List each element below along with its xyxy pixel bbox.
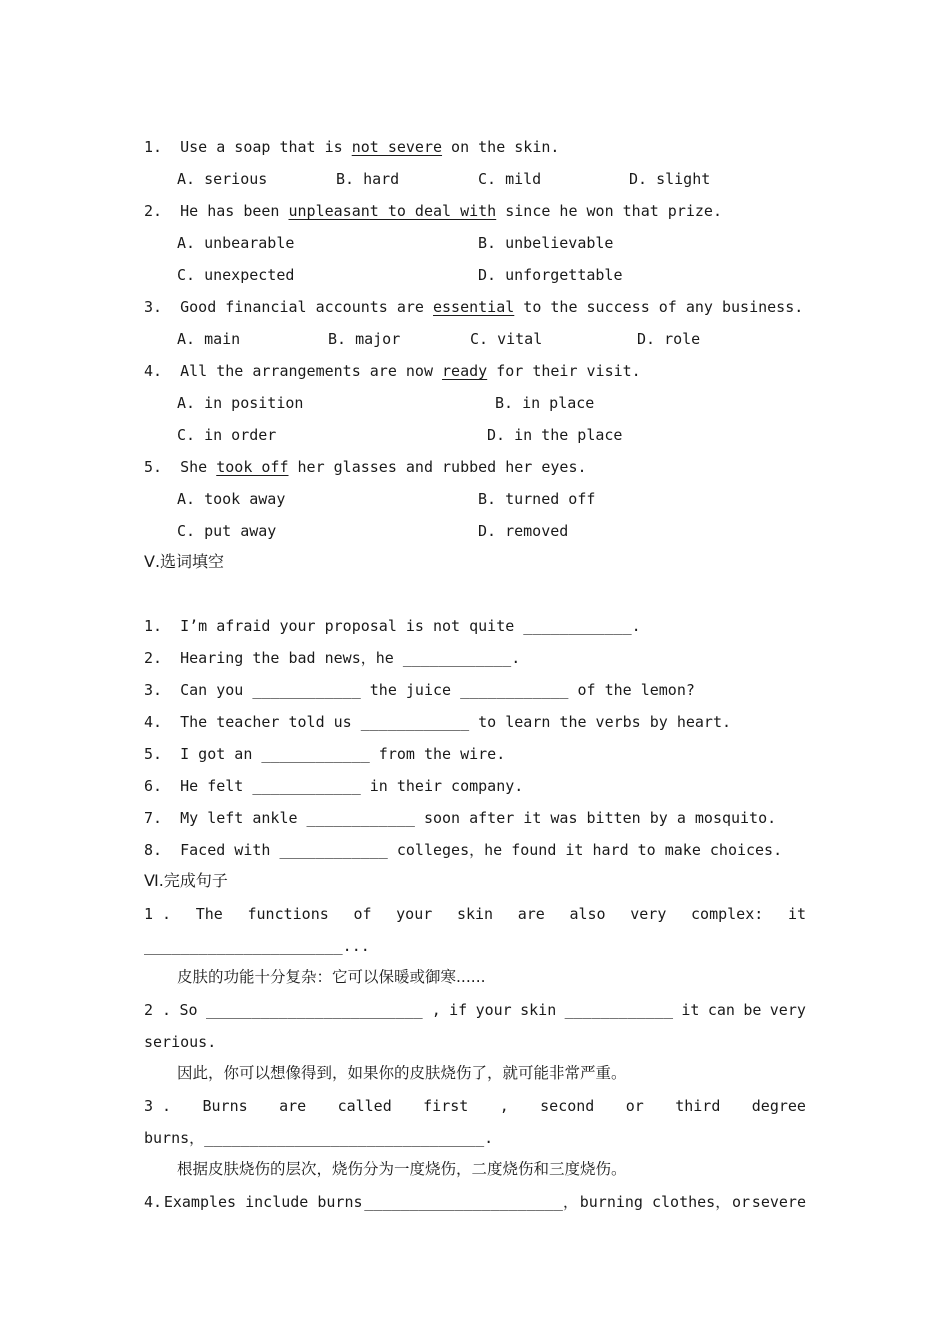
fill-item-3: 3. Can you ____________ the juice ____________ of the lemon?	[144, 681, 695, 699]
sentence-1-continued: ______________________...	[144, 937, 370, 955]
question-3: 3. Good financial accounts are essential to the success of any business.	[144, 298, 804, 316]
option-c: C. vital	[470, 330, 543, 348]
fill-item-4: 4. The teacher told us ____________ to learn the verbs by heart.	[144, 713, 731, 731]
option-a: A. in position	[177, 394, 304, 412]
fill-item-1: 1. I’m afraid your proposal is not quite ____________.	[144, 617, 641, 635]
sentence-4: 4. Examples include burns ______________________， burning clothes， or severe	[144, 1193, 806, 1211]
option-b: B. in place	[495, 394, 595, 412]
question-3-options	[177, 329, 839, 349]
option-b: B. major	[328, 330, 401, 348]
question-2: 2. He has been unpleasant to deal with since he won that prize.	[144, 202, 722, 220]
question-4: 4. All the arrangements are now ready for their visit.	[144, 362, 641, 380]
option-d: D. slight	[629, 170, 711, 188]
option-a: A. unbearable	[177, 234, 295, 252]
option-a: A. main	[177, 330, 241, 348]
option-b: B. hard	[336, 170, 400, 188]
question-4-options-row2	[177, 425, 839, 445]
option-b: B. unbelievable	[478, 234, 614, 252]
section-6-heading: Ⅵ.完成句子	[144, 871, 228, 890]
option-c: C. in order	[177, 426, 277, 444]
option-c: C. put away	[177, 522, 277, 540]
option-c: C. mild	[478, 170, 542, 188]
question-5-options-row2	[177, 521, 839, 541]
question-5-options-row1	[177, 489, 839, 509]
sentence-2-continued: serious.	[144, 1033, 217, 1051]
question-2-options-row2	[177, 265, 839, 285]
sentence-3-chinese: 根据皮肤烧伤的层次，烧伤分为一度烧伤，二度烧伤和三度烧伤。	[177, 1160, 627, 1178]
option-c: C. unexpected	[177, 266, 295, 284]
section-5-heading: Ⅴ.选词填空	[144, 552, 225, 571]
question-1-options	[177, 169, 839, 189]
question-2-options-row1	[177, 233, 839, 253]
sentence-2-chinese: 因此，你可以想像得到，如果你的皮肤烧伤了，就可能非常严重。	[177, 1064, 627, 1082]
option-a: A. serious	[177, 170, 268, 188]
sentence-1-chinese: 皮肤的功能十分复杂：它可以保暖或御寒......	[177, 968, 486, 986]
sentence-3-continued: burns，_______________________________.	[144, 1129, 494, 1147]
question-5: 5. She took off her glasses and rubbed her eyes.	[144, 458, 587, 476]
fill-item-5: 5. I got an ____________ from the wire.	[144, 745, 506, 763]
option-d: D. role	[637, 330, 701, 348]
fill-item-7: 7. My left ankle ____________ soon after it was bitten by a mosquito.	[144, 809, 777, 827]
question-4-options-row1	[177, 393, 839, 413]
option-d: D. in the place	[487, 426, 623, 444]
fill-item-6: 6. He felt ____________ in their company.	[144, 777, 524, 795]
sentence-1: 1 . The functions of your skin are also very complex: it	[144, 905, 806, 923]
option-d: D. removed	[478, 522, 569, 540]
fill-item-2: 2. Hearing the bad news，he ____________.	[144, 649, 521, 667]
sentence-3: 3 . Burns are called first , second or third degree	[144, 1097, 806, 1115]
option-a: A. took away	[177, 490, 286, 508]
sentence-2: 2 . So ________________________ , if your skin ____________ it can be very	[144, 1001, 806, 1019]
question-1: 1. Use a soap that is not severe on the skin.	[144, 138, 560, 156]
option-b: B. turned off	[478, 490, 596, 508]
option-d: D. unforgettable	[478, 266, 623, 284]
fill-item-8: 8. Faced with ____________ colleges，he found it hard to make choices.	[144, 841, 783, 859]
